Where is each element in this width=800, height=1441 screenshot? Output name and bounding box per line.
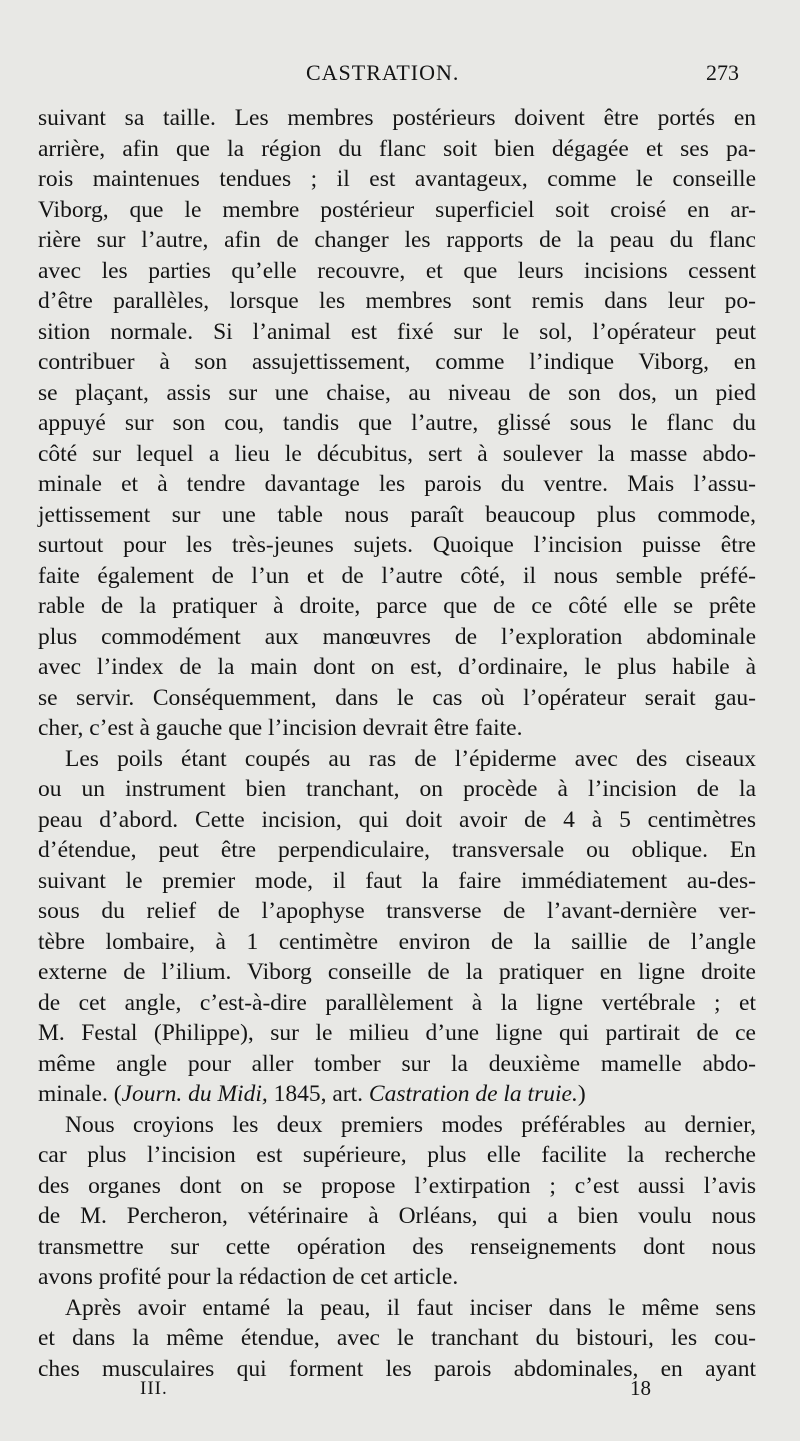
- text-line: côté sur lequel a lieu le décubitus, sert à soulever la masse abdo-: [38, 440, 756, 467]
- text-line: jettissement sur une table nous paraît beaucoup plus commode,: [38, 501, 756, 528]
- text-line: avec l’index de la main dont on est, d’ordinaire, le plus habile à: [38, 654, 756, 680]
- text-line: se plaçant, assis sur une chaise, au niveau de son dos, un pied: [38, 379, 756, 406]
- page-footer: [0, 1374, 800, 1404]
- citation-before: minale. (: [38, 1081, 122, 1107]
- citation-line: [38, 1079, 756, 1110]
- text-line: M. Festal (Philippe), sur le milieu d’une ligne qui partirait de ce: [38, 1020, 756, 1046]
- text-line: suivant sa taille. Les membres postérieurs doivent être portés en: [38, 105, 756, 131]
- text-line: plus commodément aux manœuvres de l’exploration abdominale: [38, 623, 756, 650]
- citation-after: ): [577, 1081, 586, 1107]
- text-line: Viborg, que le membre postérieur superficiel soit croisé en ar-: [38, 196, 756, 223]
- text-line: sition normale. Si l’animal est fixé sur le sol, l’opérateur peut: [38, 318, 756, 345]
- text-line: d’être parallèles, lorsque les membres sont remis dans leur po-: [38, 288, 756, 314]
- text-line: arrière, afin que la région du flanc soit bien dégagée et ses pa-: [38, 135, 756, 162]
- paragraph-start-line: Les poils étant coupés au ras de l’épiderme avec des ciseaux: [65, 745, 756, 772]
- text-line: faite également de l’un et de l’autre côté, il nous semble préfé-: [38, 562, 756, 589]
- text-line: externe de l’ilium. Viborg conseille de la pratiquer en ligne droite: [38, 959, 756, 985]
- text-line: minale et à tendre davantage les parois du ventre. Mais l’assu-: [38, 471, 756, 497]
- text-line: appuyé sur son cou, tandis que l’autre, glissé sous le flanc du: [38, 410, 756, 436]
- text-line: et dans la même étendue, avec le tranchant du bistouri, les cou-: [38, 1325, 756, 1351]
- text-line: surtout pour les très-jeunes sujets. Quoique l’incision puisse être: [38, 532, 756, 558]
- text-line: des organes dont on se propose l’extirpation ; c’est aussi l’avis: [38, 1172, 756, 1199]
- citation-article: Castration de la truie.: [368, 1081, 578, 1107]
- citation-journal: Journ. du Midi,: [121, 1081, 268, 1107]
- citation-middle: 1845, art.: [267, 1081, 369, 1107]
- sheet-signature: 18: [630, 1376, 651, 1400]
- text-line: peau d’abord. Cette incision, qui doit avoir de 4 à 5 centimètres: [38, 806, 756, 833]
- running-title: CASTRATION.: [306, 60, 460, 85]
- text-line: rière sur l’autre, afin de changer les rapports de la peau du flanc: [38, 227, 756, 253]
- text-line: même angle pour aller tomber sur la deuxième mamelle abdo-: [38, 1050, 756, 1077]
- text-line: de M. Percheron, vétérinaire à Orléans, qui a bien voulu nous: [38, 1203, 756, 1229]
- text-line: se servir. Conséquemment, dans le cas où l’opérateur serait gau-: [38, 684, 756, 711]
- paragraph-end-line: cher, c’est à gauche que l’incision devrait être faite.: [38, 715, 523, 741]
- body-text: [38, 103, 756, 1384]
- volume-signature: III.: [140, 1378, 168, 1399]
- text-line: avec les parties qu’elle recouvre, et que leurs incisions cessent: [38, 257, 756, 284]
- text-line: rable de la pratiquer à droite, parce que de ce côté elle se prête: [38, 593, 756, 619]
- page-header: [0, 56, 800, 92]
- page-number: 273: [706, 60, 739, 85]
- text-line: de cet angle, c’est-à-dire parallèlement à la ligne vertébrale ; et: [38, 989, 756, 1016]
- text-line: contribuer à son assujettissement, comme l’indique Viborg, en: [38, 349, 756, 375]
- paragraph-start-line: Après avoir entamé la peau, il faut inciser dans le même sens: [65, 1294, 756, 1321]
- text-line: car plus l’incision est supérieure, plus elle facilite la recherche: [38, 1142, 756, 1168]
- paragraph-start-line: Nous croyions les deux premiers modes préférables au dernier,: [65, 1111, 756, 1138]
- text-line: ou un instrument bien tranchant, on procède à l’incision de la: [38, 776, 756, 802]
- text-line: suivant le premier mode, il faut la faire immédiatement au-des-: [38, 867, 756, 894]
- text-line: sous du relief de l’apophyse transverse de l’avant-dernière ver-: [38, 898, 756, 924]
- paragraph-end-line: avons profité pour la rédaction de cet article.: [38, 1264, 459, 1290]
- text-line: tèbre lombaire, à 1 centimètre environ de la saillie de l’angle: [38, 928, 756, 955]
- text-line: transmettre sur cette opération des renseignements dont nous: [38, 1233, 756, 1260]
- text-line: ches musculaires qui forment les parois abdominales, en ayant: [38, 1355, 756, 1382]
- text-line: rois maintenues tendues ; il est avantageux, comme le conseille: [38, 166, 756, 192]
- text-line: d’étendue, peut être perpendiculaire, transversale ou oblique. En: [38, 837, 756, 863]
